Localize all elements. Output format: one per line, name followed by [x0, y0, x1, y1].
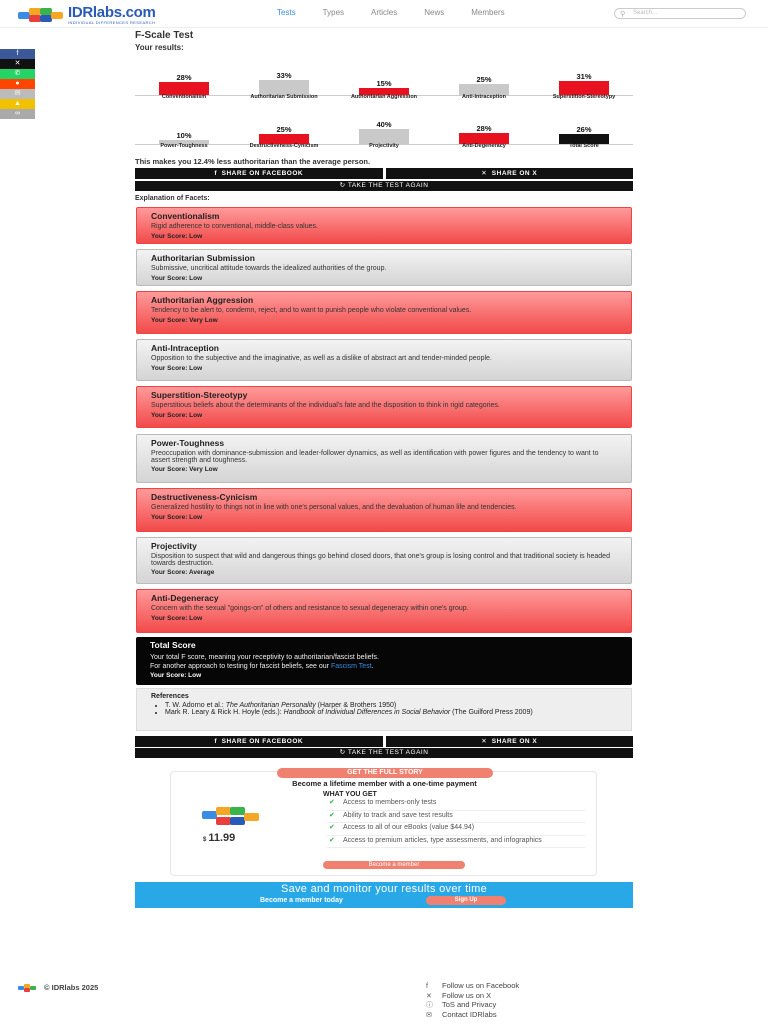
facet-description: Opposition to the subjective and the imaginative, as well as a dislike of abstract art and tender-minded people. — [151, 355, 492, 362]
chart-category-label: Authoritarian Aggression — [350, 94, 418, 100]
facet-title: Destructiveness-Cynicism — [151, 492, 258, 502]
x-icon: ✕ — [14, 60, 21, 67]
save-results-banner — [135, 882, 633, 908]
facet-title: Authoritarian Aggression — [151, 295, 254, 305]
results-chart-row-2 — [135, 118, 633, 145]
share-buttons-bottom — [135, 736, 633, 747]
chart-bar — [559, 72, 609, 95]
chart-category-label: Destructiveness-Cynicism — [249, 143, 319, 149]
results-chart-row-1 — [135, 58, 633, 96]
become-member-button[interactable]: Become a member — [323, 861, 465, 869]
link-icon: ∞ — [15, 110, 20, 117]
bar-value-label: 40% — [376, 119, 392, 129]
facet-title: Anti-Intraception — [151, 343, 219, 353]
facet-score: Your Score: Low — [151, 614, 203, 622]
bar-value-label: 25% — [276, 125, 292, 135]
logo-subtitle: INDIVIDUAL DIFFERENCES RESEARCH — [68, 20, 156, 25]
references-title: References — [151, 693, 189, 700]
facet-card — [136, 339, 632, 381]
fascism-test-line: For another approach to testing for fascist beliefs, see our Fascism Test. — [150, 663, 374, 670]
facet-card — [136, 207, 632, 244]
bar-value-label: 28% — [176, 73, 192, 83]
references-box — [136, 688, 632, 731]
reference-item: • Mark R. Leary & Rick H. Hoyle (eds.): Handbook of Individual Differences in Social Behavior (The Guilford Press 2009) — [165, 710, 617, 717]
facet-score: Your Score: Average — [151, 569, 215, 576]
nav-tests[interactable]: Tests — [277, 8, 296, 17]
chart-category-label: Projectivity — [369, 143, 399, 149]
summary-text: This makes you 12.4% less authoritarian than the average person. — [135, 157, 371, 166]
share-facebook-button[interactable]: f SHARE ON FACEBOOK — [135, 168, 383, 179]
footer-link[interactable]: ✕ Follow us on X — [426, 990, 492, 1000]
share-x-button[interactable]: ✕ SHARE ON X — [386, 736, 634, 747]
benefit-item: ✔ Access to all of our eBooks (value $44.94) — [327, 823, 585, 836]
reddit-icon: ● — [15, 80, 20, 87]
chart-category-label: Authoritarian Submission — [250, 94, 318, 100]
search-icon: ⚲ — [620, 11, 626, 18]
facet-description: Tendency to be alert to, condemn, reject, and to want to punish people who violate conventional values. — [151, 307, 472, 314]
nav-articles[interactable]: Articles — [371, 8, 398, 17]
fascism-test-link[interactable]: Fascism Test — [330, 663, 372, 670]
bar-value-label: 26% — [576, 125, 592, 135]
facet-score: Your Score: Low — [151, 232, 203, 240]
benefit-item: ✔ Access to members-only tests — [327, 798, 585, 811]
share-rail — [0, 49, 35, 119]
whatsapp-icon: ✆ — [14, 70, 21, 77]
facebook-icon: f — [214, 738, 222, 745]
what-you-get-title: WHAT YOU GET — [323, 791, 377, 798]
logo-icon — [18, 7, 64, 23]
search-placeholder: Search... — [633, 10, 658, 16]
whatsapp-share-button[interactable] — [0, 69, 35, 79]
facet-card — [136, 488, 632, 532]
facet-card — [136, 589, 632, 633]
footer-links — [426, 982, 519, 1020]
facet-score: Your Score: Low — [151, 513, 203, 521]
facet-description: Submissive, uncritical attitude towards the idealized authorities of the group. — [151, 265, 387, 272]
facet-card — [136, 386, 632, 428]
facet-score: Your Score: Low — [151, 411, 203, 419]
share-buttons-top — [135, 168, 633, 179]
retake-test-button[interactable]: ↻ TAKE THE TEST AGAIN — [135, 181, 633, 191]
reference-item: • T. W. Adorno et al.: The Authoritarian Personality (Harper & Brothers 1950) — [165, 703, 617, 710]
share-x-button[interactable]: ✕ SHARE ON X — [386, 168, 634, 179]
facet-title: Superstition-Stereotypy — [151, 390, 248, 400]
facet-score: Your Score: Low — [151, 364, 203, 372]
facet-title: Projectivity — [151, 541, 197, 551]
facet-title: Power-Toughness — [151, 438, 225, 448]
facebook-icon: f — [16, 50, 19, 57]
facet-card — [136, 249, 632, 286]
main-nav — [277, 8, 532, 17]
footer-copyright: © IDRlabs 2025 — [18, 983, 98, 992]
footer-link[interactable]: ⓘ ToS and Privacy — [426, 1000, 497, 1009]
total-score-title: Total Score — [150, 640, 196, 650]
facebook-icon: f — [426, 983, 428, 990]
facet-card — [136, 537, 632, 584]
chart-bar — [359, 119, 409, 144]
retake-test-button[interactable]: ↻ TAKE THE TEST AGAIN — [135, 748, 633, 758]
bar-value-label: 15% — [376, 79, 392, 89]
nav-types[interactable]: Types — [322, 8, 345, 17]
reddit-share-button[interactable] — [0, 79, 35, 89]
price: $ 11.99 — [203, 832, 236, 844]
search-input[interactable] — [614, 8, 746, 19]
promo-tagline: Become a lifetime member with a one-time payment — [292, 779, 477, 788]
chart-category-label: Total Score — [569, 143, 599, 149]
chart-category-label: Anti-Intraception — [462, 94, 506, 100]
facet-card — [136, 434, 632, 483]
chart-category-label: Conventionalism — [161, 94, 207, 100]
link-share-button[interactable] — [0, 109, 35, 119]
footer-logo-icon — [18, 984, 38, 992]
bar-value-label: 28% — [476, 124, 492, 134]
x-icon: ✕ — [481, 738, 492, 745]
explanation-label: Explanation of Facets: — [135, 195, 210, 202]
facet-title: Conventionalism — [151, 211, 220, 221]
banner-title: Save and monitor your results over time — [280, 883, 488, 895]
facet-title: Authoritarian Submission — [151, 253, 255, 263]
site-logo[interactable] — [18, 5, 156, 25]
facet-description: Superstitious beliefs about the determinants of the individual's fate and the disposition to think in rigid categories. — [151, 402, 500, 409]
bar-fill — [359, 129, 409, 144]
facet-score: Your Score: Very Low — [151, 316, 218, 324]
facet-card — [136, 291, 632, 334]
logo-text: IDRlabs.com — [68, 4, 156, 21]
facet-description: Rigid adherence to conventional, middle-class values. — [151, 223, 318, 230]
nav-news[interactable]: News — [424, 8, 445, 17]
refresh-icon: ↻ — [339, 749, 348, 756]
x-icon: ✕ — [426, 992, 432, 1000]
footer-link[interactable]: f Follow us on Facebook — [426, 981, 520, 990]
facebook-share-button[interactable] — [0, 49, 35, 59]
bar-value-label: 25% — [476, 74, 492, 84]
chart-category-label: Anti-Degeneracy — [462, 143, 506, 149]
facet-description: Preoccupation with dominance-submission and leader-follower dynamics, as well as identification with power figures and the tendency to want to assert strength and toughness. — [151, 450, 599, 464]
nav-members[interactable]: Members — [471, 8, 505, 17]
results-label: Your results: — [135, 43, 184, 52]
x-icon: ✕ — [481, 170, 492, 177]
total-score-card — [136, 637, 632, 685]
bar-fill — [259, 80, 309, 95]
membership-promo — [170, 771, 597, 876]
chart-category-label: Superstition-Stereotypy — [552, 94, 616, 100]
banner-subtitle: Become a member today — [260, 897, 343, 904]
facet-score: Your Score: Low — [151, 274, 203, 282]
page-title: F-Scale Test — [135, 30, 194, 41]
membership-logo-icon — [200, 809, 274, 831]
total-score-value: Your Score: Low — [150, 672, 202, 679]
facet-score: Your Score: Very Low — [151, 466, 218, 473]
full-story-pill[interactable]: GET THE FULL STORY — [277, 768, 493, 778]
facet-description: Disposition to suspect that wild and dangerous things go behind closed doors, that one's group is losing control and that traditional society is headed towards destruction. — [151, 553, 610, 567]
bar-value-label: 31% — [576, 72, 592, 82]
site-header — [0, 0, 768, 28]
benefit-item: ✔ Ability to track and save test results — [327, 811, 585, 824]
facet-title: Anti-Degeneracy — [151, 593, 219, 603]
facet-description: Generalized hostility to things not in line with one's personal values, and the devaluation of human life and tendencies. — [151, 504, 517, 511]
facebook-icon: f — [214, 170, 222, 177]
x-share-button[interactable] — [0, 59, 35, 69]
benefit-item: ✔ Access to premium articles, type assessments, and infographics — [327, 836, 585, 849]
total-score-desc: Your total F score, meaning your receptivity to authoritarian/fascist beliefs. — [150, 654, 379, 661]
footer-link[interactable]: ✉ Contact IDRlabs — [426, 1009, 497, 1019]
bar-fill — [559, 81, 609, 95]
notification-icon: ▲ — [14, 100, 21, 107]
share-facebook-button[interactable]: f SHARE ON FACEBOOK — [135, 736, 383, 747]
chart-bar — [259, 71, 309, 95]
notification-share-button[interactable] — [0, 99, 35, 109]
facet-description: Concern with the sexual "goings-on" of others and resistance to sexual degeneracy within one's group. — [151, 605, 469, 612]
chart-category-label: Power-Toughness — [160, 143, 208, 149]
refresh-icon: ↻ — [339, 182, 348, 189]
bar-value-label: 33% — [276, 71, 292, 81]
signup-button[interactable]: Sign Up — [426, 896, 506, 905]
chat-icon: ✉ — [426, 1011, 432, 1019]
bar-value-label: 10% — [176, 131, 192, 140]
benefits-list — [327, 798, 585, 848]
info-icon: ⓘ — [426, 1002, 433, 1009]
email-icon: ✉ — [14, 90, 21, 97]
email-share-button[interactable] — [0, 89, 35, 99]
